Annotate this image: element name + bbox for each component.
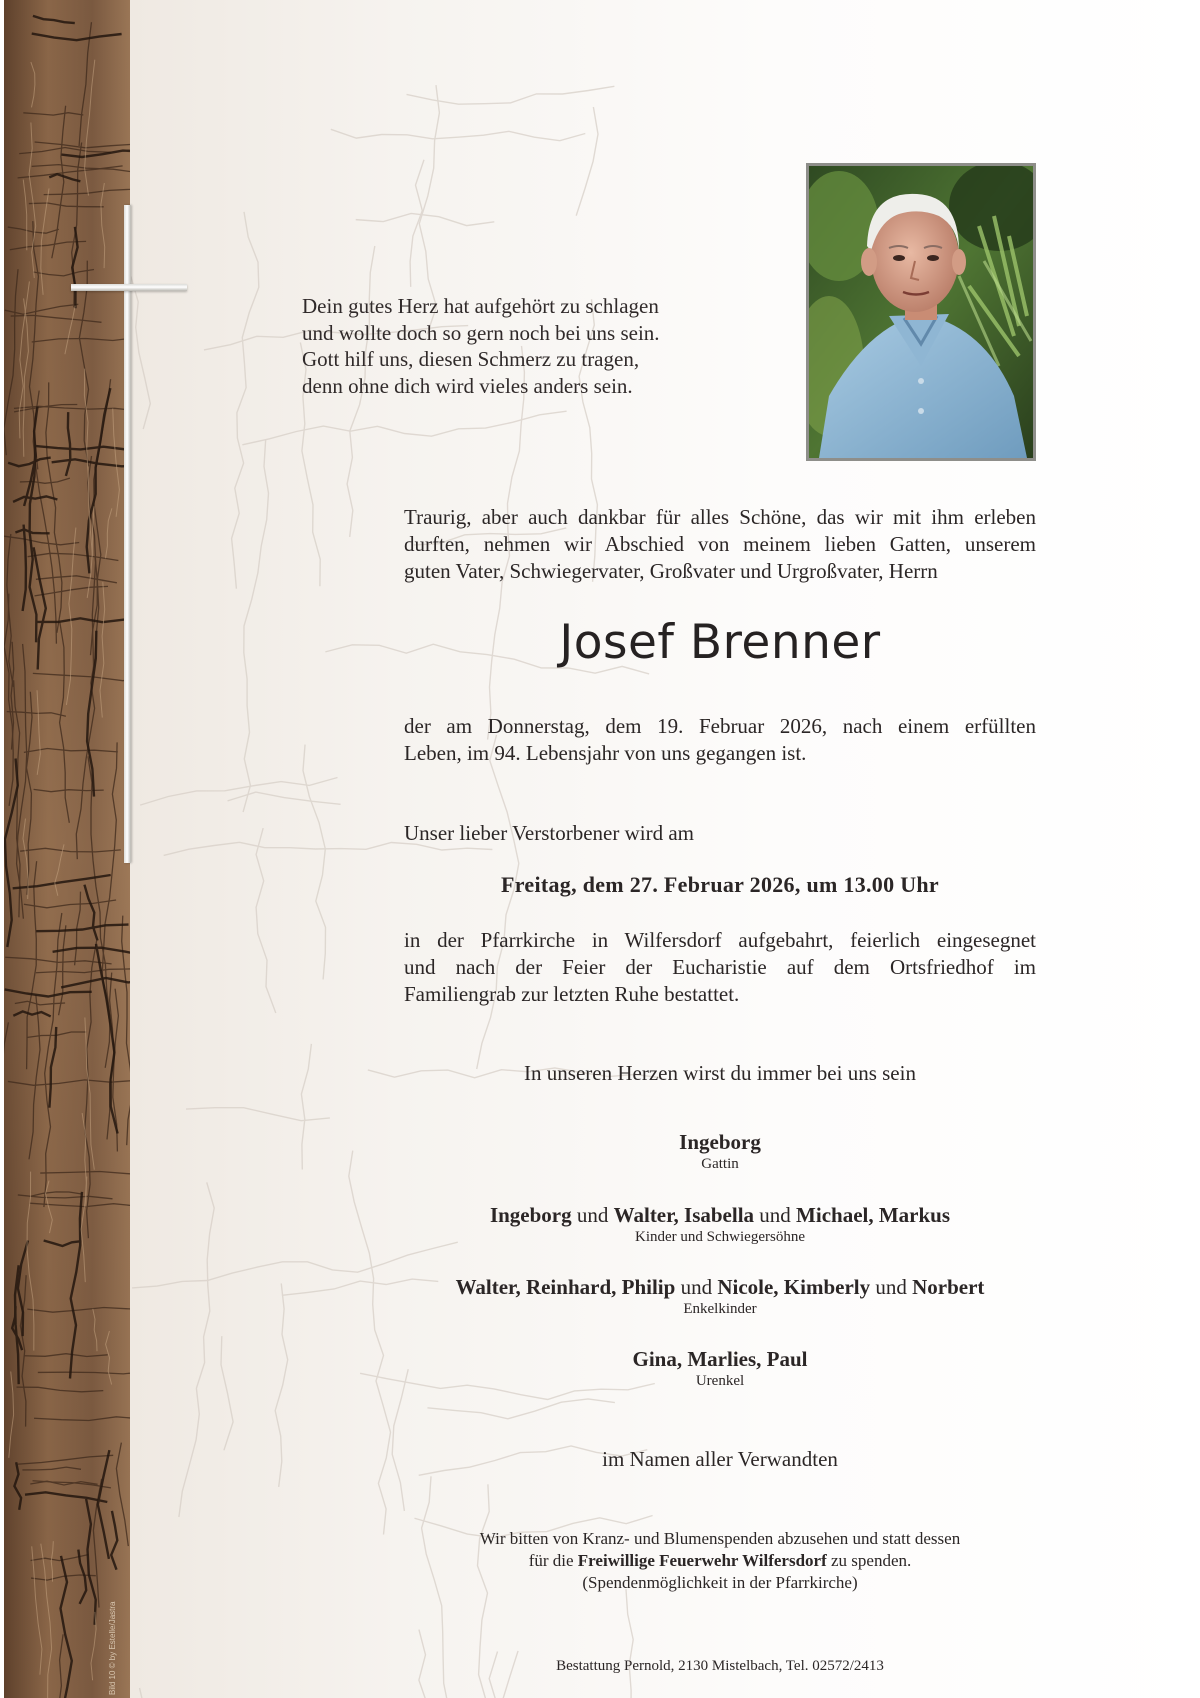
intro-line: durften, nehmen wir Abschied von meinem lieben Gatten, unserem bbox=[404, 532, 1036, 556]
funeral-date: Freitag, dem 27. Februar 2026, um 13.00 Uhr bbox=[501, 872, 939, 897]
mourner-grandchildren bbox=[404, 1274, 1036, 1318]
donation-line: (Spendenmöglichkeit in der Pfarrkirche) bbox=[582, 1573, 858, 1592]
funeral-details bbox=[404, 927, 1036, 1008]
mourner-children bbox=[404, 1202, 1036, 1246]
donation-recipient: Freiwillige Feuerwehr Wilfersdorf bbox=[577, 1551, 827, 1570]
mourner-name: Ingeborg bbox=[679, 1130, 761, 1154]
death-notice-line: der am Donnerstag, dem 19. Februar 2026, nach einem erfüllten bbox=[404, 714, 1036, 738]
mourner-name: Nicole, Kimberly bbox=[717, 1275, 871, 1299]
funeral-details-line: Familiengrab zur letzten Ruhe bestattet. bbox=[404, 982, 740, 1006]
funeral-details-line: in der Pfarrkirche in Wilfersdorf aufgebahrt, feierlich eingesegnet bbox=[404, 928, 1036, 952]
intro-line: guten Vater, Schwiegervater, Großvater und Urgroßvater, Herrn bbox=[404, 559, 938, 583]
cross-crossbar bbox=[71, 284, 187, 291]
poem-line: Gott hilf uns, diesen Schmerz zu tragen, bbox=[302, 347, 640, 371]
death-notice-line: Leben, im 94. Lebensjahr von uns gegangen ist. bbox=[404, 741, 807, 765]
poem-line: und wollte doch so gern noch bei uns sein. bbox=[302, 320, 660, 345]
mourner-name: Walter, bbox=[613, 1203, 679, 1227]
donation-text: für die bbox=[528, 1551, 574, 1570]
mourner-name: Walter, Reinhard, Philip bbox=[455, 1275, 676, 1299]
mourner-widow bbox=[404, 1129, 1036, 1173]
intro-line: Traurig, aber auch dankbar für alles Schöne, das wir mit ihm erleben bbox=[404, 505, 1036, 529]
donation-line: Wir bitten von Kranz- und Blumenspenden abzusehen und statt dessen bbox=[479, 1529, 961, 1548]
poem-line: Dein gutes Herz hat aufgehört zu schlagen bbox=[302, 294, 659, 318]
image-credit: Bild 10 © by Estelle/Jastra bbox=[108, 1601, 117, 1695]
donation-text: zu spenden. bbox=[831, 1551, 912, 1570]
memorial-poem bbox=[302, 293, 722, 399]
mourner-relation: Enkelkinder bbox=[683, 1301, 757, 1317]
funeral-intro: Unser lieber Verstorbener wird am bbox=[404, 821, 695, 845]
death-notice-text bbox=[404, 713, 1036, 767]
funeral-details-line: und nach der Feier der Eucharistie auf dem Ortsfriedhof im bbox=[404, 955, 1036, 979]
deceased-name: Josef Brenner bbox=[559, 615, 881, 670]
mourner-relation: Urenkel bbox=[695, 1373, 745, 1389]
donation-line bbox=[404, 1550, 1036, 1572]
mourner-relation: Gattin bbox=[701, 1156, 739, 1172]
on-behalf-line: im Namen aller Verwandten bbox=[602, 1447, 838, 1471]
wood-grain-strip bbox=[4, 0, 130, 1698]
poem-line: denn ohne dich wird vieles anders sein. bbox=[302, 373, 633, 398]
conjunction: und bbox=[875, 1275, 907, 1299]
donation-request bbox=[404, 1528, 1036, 1594]
mourner-name: Michael, Markus bbox=[796, 1203, 951, 1227]
farewell-intro bbox=[404, 504, 1036, 585]
conjunction: und bbox=[680, 1275, 713, 1299]
cross-icon bbox=[124, 205, 131, 863]
closing-sentence: In unseren Herzen wirst du immer bei uns sein bbox=[524, 1061, 916, 1085]
mourner-name: Isabella bbox=[684, 1203, 755, 1227]
faded-wood-background bbox=[130, 0, 1200, 1698]
conjunction: und bbox=[759, 1203, 791, 1227]
mourner-name: Norbert bbox=[912, 1275, 985, 1299]
conjunction: und bbox=[576, 1203, 609, 1227]
mourner-name: Gina, Marlies, Paul bbox=[632, 1347, 808, 1371]
mourner-relation: Kinder und Schwiegersöhne bbox=[635, 1229, 805, 1245]
portrait-photo bbox=[806, 163, 1036, 461]
mourner-name: Ingeborg bbox=[489, 1203, 572, 1227]
undertaker-footer: Bestattung Pernold, 2130 Mistelbach, Tel. 02572/2413 bbox=[556, 1658, 884, 1674]
mourner-great-grandchildren bbox=[404, 1346, 1036, 1390]
